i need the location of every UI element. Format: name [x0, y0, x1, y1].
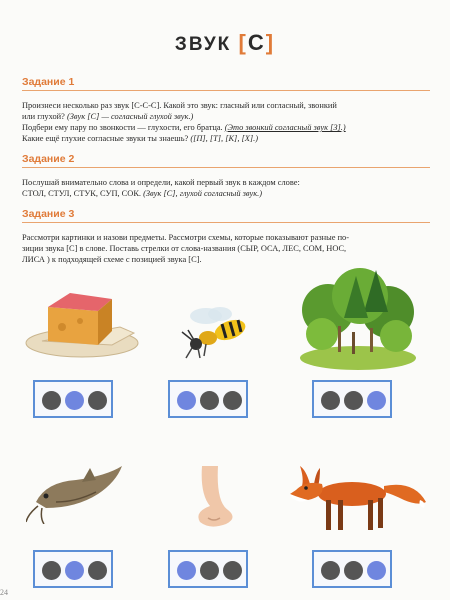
sound-dot-gray: [223, 561, 242, 580]
task-1-heading: Задание 1: [22, 76, 75, 88]
sound-scheme-1[interactable]: [33, 380, 113, 418]
sound-dot-gray: [344, 391, 363, 410]
task-1-line-3: [22, 122, 430, 133]
task-3-heading: Задание 3: [22, 208, 75, 220]
divider: [22, 90, 430, 91]
sound-dot-gray: [200, 391, 219, 410]
task-3-text: [22, 232, 430, 265]
task-1-line-2: [22, 111, 430, 122]
task-1-text: [22, 100, 430, 144]
sound-dot-gray: [88, 561, 107, 580]
forest-picture[interactable]: [298, 262, 418, 370]
sound-dot-blue: [367, 561, 386, 580]
nose-picture[interactable]: [186, 466, 242, 530]
title-letter: С: [247, 30, 266, 55]
page-number: 24: [0, 588, 8, 597]
title-word: ЗВУК: [174, 34, 232, 55]
scheme-dots: [42, 561, 107, 580]
task-1-line-4-text: Какие ещё глухие согласные звуки ты знаешь?: [22, 134, 191, 143]
sound-dot-gray: [42, 561, 61, 580]
sound-dot-gray: [200, 561, 219, 580]
sound-dot-blue: [65, 391, 84, 410]
sound-scheme-2[interactable]: [168, 380, 248, 418]
task-1-line-3-answer: (Это звонкий согласный звук [З].): [224, 123, 346, 132]
sound-dot-blue: [367, 391, 386, 410]
sound-scheme-4[interactable]: [33, 550, 113, 588]
task-1-line-4-answer: ([П], [Т], [К], [Х].): [190, 134, 259, 143]
fox-picture[interactable]: [288, 462, 428, 542]
scheme-dots: [321, 561, 386, 580]
scheme-dots: [177, 561, 242, 580]
task-2-heading: Задание 2: [22, 153, 75, 165]
scheme-dots: [42, 391, 107, 410]
sound-dot-gray: [321, 561, 340, 580]
catfish-picture[interactable]: [26, 462, 126, 524]
task-1-line-2-answer: (Звук [С] — согласный глухой звук.): [66, 112, 194, 121]
task-1-line-4: [22, 133, 430, 144]
sound-dot-gray: [344, 561, 363, 580]
title-bracket-open: [: [238, 30, 248, 55]
task-3-line-3: ЛИСА ) к подходящей схеме с позицией звука [С].: [22, 255, 202, 264]
task-3-line-2: зиции звука [С] в слове. Поставь стрелки от слова-названия (СЫР, ОСА, ЛЕС, СОМ, НОС,: [22, 244, 347, 253]
title-bracket-close: ]: [265, 30, 276, 55]
sound-dot-blue: [177, 391, 196, 410]
cheese-picture[interactable]: [22, 283, 142, 363]
task-3: [22, 208, 430, 265]
page-title: [0, 30, 450, 56]
task-1: [22, 76, 430, 144]
task-3-line-1: Рассмотри картинки и назови предметы. Рассмотри схемы, которые показывают разные по-: [22, 233, 350, 242]
sound-dot-blue: [65, 561, 84, 580]
sound-dot-gray: [223, 391, 242, 410]
scheme-dots: [177, 391, 242, 410]
task-2-text: [22, 177, 430, 199]
divider: [22, 222, 430, 223]
task-2-line-2-text: СТОЛ, СТУЛ, СТУК, СУП, СОК.: [22, 189, 144, 198]
sound-scheme-3[interactable]: [312, 380, 392, 418]
sound-dot-blue: [177, 561, 196, 580]
sound-scheme-5[interactable]: [168, 550, 248, 588]
sound-scheme-6[interactable]: [312, 550, 392, 588]
sound-dot-gray: [88, 391, 107, 410]
sound-dot-gray: [42, 391, 61, 410]
wasp-picture[interactable]: [178, 300, 253, 360]
sound-dot-gray: [321, 391, 340, 410]
task-2-line-1: Послушай внимательно слова и определи, какой первый звук в каждом слове:: [22, 178, 300, 187]
task-2-line-2-answer: (Звук [С], глухой согласный звук.): [143, 189, 263, 198]
task-1-line-2-text: или глухой?: [22, 112, 67, 121]
scheme-dots: [321, 391, 386, 410]
task-2: [22, 153, 430, 199]
task-1-line-1: Произнеси несколько раз звук [С-С-С]. Какой это звук: гласный или согласный, звонкий: [22, 101, 337, 110]
divider: [22, 167, 430, 168]
task-2-line-2: [22, 188, 430, 199]
task-1-line-3-text: Подбери ему пару по звонкости — глухости, его братца.: [22, 123, 225, 132]
